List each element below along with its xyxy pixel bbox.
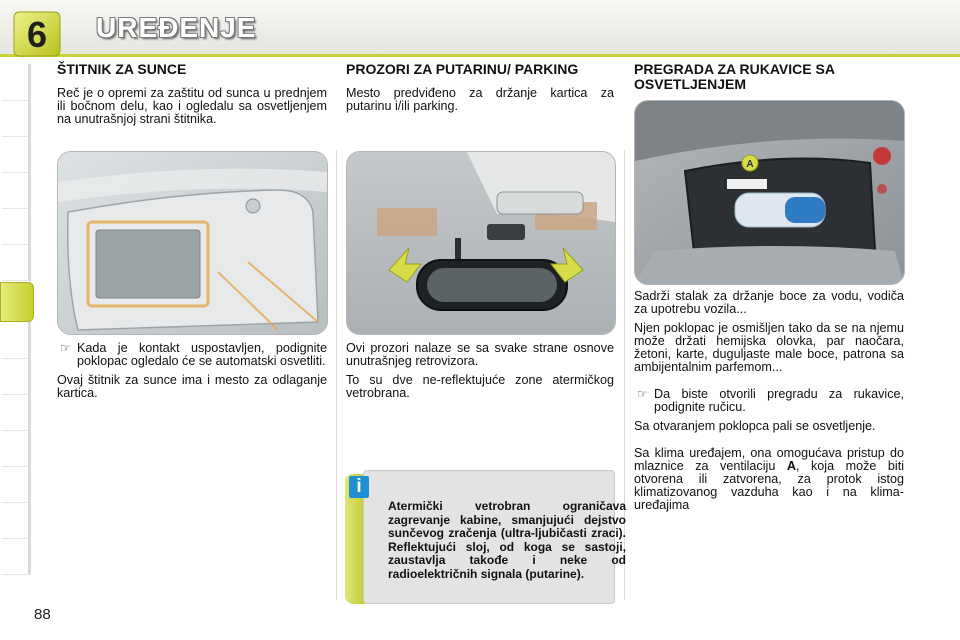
label-a: A (746, 159, 754, 170)
page-header (0, 0, 960, 57)
chapter-badge (12, 10, 62, 58)
chapter-tab[interactable] (2, 172, 30, 209)
sun-visor-illustration (57, 151, 328, 335)
section-glovebox (634, 62, 904, 102)
sun-visor-details (57, 342, 327, 406)
chapter-tab[interactable] (2, 430, 30, 467)
section-title: PREGRADA ZA RUKAVICE SA OSVETLJENJEM (634, 61, 835, 92)
toll-window-details (346, 342, 614, 406)
chapter-number: 6 (26, 14, 48, 55)
paragraph: Njen poklopac je osmišljen tako da se na njemu može držati hemijska olovka, par naočara, žetoni, karte, duguljaste male boce, patrona sa ambijentalnim parfemom... (634, 321, 904, 374)
paragraph: Reč je o opremi za zaštitu od sunca u prednjem ili bočnom delu, kao i ogledalu sa osvetljenjem na unutrašnjoj strani štitnika. (57, 86, 327, 126)
paragraph (634, 447, 904, 512)
section-title: ŠTITNIK ZA SUNCE (57, 61, 187, 77)
pointing-hand-icon: ☞ (60, 341, 71, 355)
paragraph: Sadrži stalak za držanje boce za vodu, vodiča za upotrebu vozila... (634, 289, 904, 316)
bullet-item (57, 342, 327, 368)
glovebox-illustration (634, 100, 905, 285)
section-title: PROZORI ZA PUTARINU/ PARKING (346, 61, 579, 77)
vent-label: A (786, 459, 796, 473)
info-icon: i (349, 476, 369, 498)
paragraph: To su dve ne-reflektujuće zone atermičkog vetrobrana. (346, 373, 614, 400)
bullet-item (634, 388, 904, 414)
bullet-text: Kada je kontakt uspostavljen, podignite poklopac ogledalo će se automatski osvetliti. (77, 341, 327, 368)
paragraph: Sa otvaranjem poklopca pali se osvetljenje. (634, 419, 876, 433)
toll-window-illustration (346, 151, 616, 335)
chapter-tab[interactable] (2, 538, 30, 575)
paragraph-text: , koja može biti otvorena ili zatvorena, za protok istog klimatizovanog vazduha kao i na klima-uređajima (634, 459, 904, 512)
chapter-tab[interactable] (2, 394, 30, 431)
chapter-tab[interactable] (2, 322, 30, 359)
column-divider (336, 150, 337, 600)
chapter-tab[interactable] (2, 208, 30, 245)
section-sun-visor (57, 62, 327, 132)
chapter-tab-strip (0, 64, 31, 574)
paragraph: Ovaj štitnik za sunce ima i mesto za odlaganje kartica. (57, 373, 327, 400)
chapter-tab-active[interactable] (0, 282, 34, 322)
info-text: Atermički vetrobran ograničava zagrevanje kabine, smanjujući dejstvo sunčevog zračenja (ultra-ljubičasti zraci). Reflektujući sloj, od koga se sastoji, zaustavlja takođe i neke od radioelektričnih signala (putarine). (388, 499, 626, 581)
chapter-tab[interactable] (2, 64, 30, 101)
chapter-tab[interactable] (2, 136, 30, 173)
info-panel (363, 470, 626, 604)
chapter-tab[interactable] (2, 466, 30, 503)
glovebox-details (634, 290, 904, 518)
pointing-hand-icon: ☞ (637, 387, 648, 401)
chapter-tab[interactable] (2, 100, 30, 137)
chapter-tab[interactable] (2, 244, 30, 281)
bullet-text: Da biste otvorili pregradu za rukavice, podignite ručicu. (654, 387, 904, 414)
chapter-title: UREĐENJE (96, 12, 257, 43)
section-toll-window (346, 62, 614, 119)
chapter-tab[interactable] (2, 358, 30, 395)
info-box (345, 466, 626, 604)
chapter-tab[interactable] (2, 502, 30, 539)
paragraph: Mesto predviđeno za držanje kartica za putarinu i/ili parking. (346, 86, 614, 113)
paragraph-text: Sa klima uređajem, ona omogućava pristup do mlaznice za ventilaciju (634, 446, 904, 473)
page-number: 88 (34, 606, 51, 623)
paragraph: Ovi prozori nalaze se sa svake strane osnove unutrašnjeg retrovizora. (346, 341, 614, 368)
